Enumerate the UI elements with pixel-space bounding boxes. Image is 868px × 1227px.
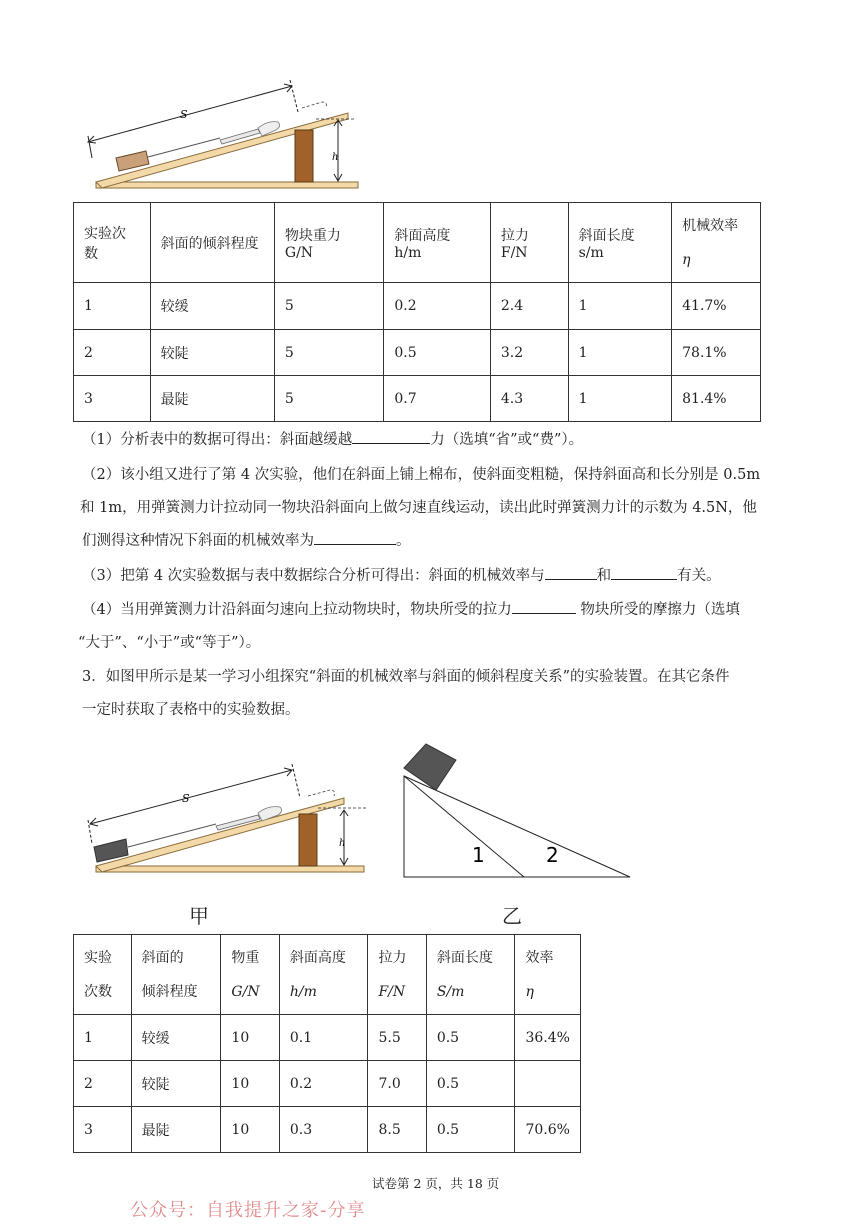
question-text: 力（选填“省”或“费”）。 (430, 432, 584, 448)
table-cell: 较缓 (131, 1015, 221, 1061)
question-4 (78, 594, 782, 660)
table-cell (515, 1061, 581, 1107)
table-cell: 10 (221, 1015, 279, 1061)
header-text: 斜面的 (141, 949, 184, 966)
table-cell: 5.5 (368, 1015, 426, 1061)
h-label: h (332, 152, 339, 163)
table-cell: 3.2 (490, 330, 568, 376)
table-cell: 5 (274, 283, 383, 330)
table-cell: 1 (74, 1015, 132, 1061)
table-cell: 3 (74, 376, 151, 422)
table-header-cell (131, 935, 221, 1015)
header-text: F/N (378, 983, 406, 1000)
question-text: 。 (396, 533, 411, 549)
table-header-cell (279, 935, 368, 1015)
table-cell: 1 (74, 283, 151, 330)
table-cell: 0.1 (279, 1015, 368, 1061)
table-header-row (74, 935, 581, 1015)
question-3 (82, 560, 782, 593)
table-cell: 78.1% (672, 330, 761, 376)
watermark-text: 公众号：自我提升之家-分享 (130, 1200, 366, 1221)
header-text: 次数 (84, 983, 112, 1000)
table-cell: 1 (568, 330, 672, 376)
question-text: “大于”、“小于”或“等于”）。 (78, 635, 261, 651)
table-cell: 10 (221, 1107, 279, 1153)
table-header-cell (74, 935, 132, 1015)
table-cell: 10 (221, 1061, 279, 1107)
table-row (74, 376, 761, 422)
incline-label-1: 1 (472, 843, 485, 867)
table-cell: 1 (568, 283, 672, 330)
table-row (74, 330, 761, 376)
header-text: S/m (436, 983, 465, 1000)
table-header-cell: 斜面的倾斜程度 (150, 203, 274, 283)
table-header-cell: 实验次数 (74, 203, 151, 283)
table-row (74, 1015, 581, 1061)
table-row (74, 1107, 581, 1153)
question-text: 有关。 (677, 568, 721, 584)
figure-caption-jia: 甲 (189, 904, 209, 928)
header-text: 物重 (231, 949, 260, 966)
question-text: （4）当用弹簧测力计沿斜面匀速向上拉动物块时，物块所受的拉力 (82, 602, 512, 618)
table-cell: 最陡 (131, 1107, 221, 1153)
table-cell: 7.0 (368, 1061, 426, 1107)
table-cell: 0.5 (426, 1015, 515, 1061)
table-cell: 3 (74, 1107, 132, 1153)
table-cell: 36.4% (515, 1015, 581, 1061)
figure-caption-yi: 乙 (502, 904, 522, 928)
table-cell: 较缓 (150, 283, 274, 330)
table-cell: 0.5 (426, 1107, 515, 1153)
table-header-cell: 斜面高度 h/m (384, 203, 491, 283)
header-text: η (525, 983, 534, 1000)
data-table-1 (73, 202, 761, 422)
table-cell: 较陡 (131, 1061, 221, 1107)
table-row (74, 1061, 581, 1107)
table-cell: 5 (274, 330, 383, 376)
header-text: 效率 (525, 949, 554, 966)
table-cell: 2.4 (490, 283, 568, 330)
triangle-figure (398, 738, 638, 883)
table-cell: 0.7 (384, 376, 491, 422)
incline-figure-1 (80, 78, 370, 193)
answer-blank[interactable] (512, 599, 576, 615)
table-header-cell (368, 935, 426, 1015)
header-text: 斜面长度 (436, 949, 493, 966)
header-text: 斜面高度 (289, 949, 346, 966)
header-text: 倾斜程度 (141, 983, 198, 1000)
table-header-cell: 拉力 F/N (490, 203, 568, 283)
data-table-2 (73, 934, 581, 1153)
header-text: 机械效率 (682, 217, 739, 234)
table-row (74, 283, 761, 330)
question-line (82, 525, 792, 558)
page-footer: 试卷第 2 页，共 18 页 (372, 1176, 500, 1191)
header-text: 拉力 (378, 949, 407, 966)
incline-figure-2 (86, 762, 370, 882)
header-text: G/N (231, 983, 260, 1000)
table-cell: 70.6% (515, 1107, 581, 1153)
table-header-row (74, 203, 761, 283)
table-header-cell (426, 935, 515, 1015)
answer-blank[interactable] (545, 565, 597, 581)
h-label: h (339, 838, 346, 849)
table-cell: 1 (568, 376, 672, 422)
question-text: 物块所受的摩擦力（选填 (575, 602, 740, 618)
table-cell: 4.3 (490, 376, 568, 422)
header-text: η (682, 251, 691, 268)
table-cell: 2 (74, 1061, 132, 1107)
table-cell: 0.2 (279, 1061, 368, 1107)
table-cell: 2 (74, 330, 151, 376)
table-header-cell (274, 203, 383, 283)
incline-label-2: 2 (546, 843, 559, 867)
question-text: 和 1m，用弹簧测力计拉动同一物块沿斜面向上做匀速直线运动，读出此时弹簧测力计的示数为 4.5N，他 (80, 500, 757, 516)
s-label: S (180, 108, 188, 121)
table-header-cell (672, 203, 761, 283)
problem-text: 3．如图甲所示是某一学习小组探究“斜面的机械效率与斜面的倾斜程度关系”的实验装置。在其它条件 (82, 669, 730, 685)
s-label: S (182, 792, 190, 805)
table-cell: 较陡 (150, 330, 274, 376)
table-cell: 5 (274, 376, 383, 422)
problem-text: 一定时获取了表格中的实验数据。 (82, 702, 300, 718)
table-cell: 0.2 (384, 283, 491, 330)
answer-blank[interactable] (352, 429, 430, 445)
question-text: 和 (596, 568, 612, 584)
table-cell: 0.5 (384, 330, 491, 376)
table-header-cell: 斜面长度 s/m (568, 203, 672, 283)
header-text: 实验 (84, 949, 112, 966)
question-text: （3）把第 4 次实验数据与表中数据综合分析可得出：斜面的机械效率与 (82, 568, 545, 584)
header-text: h/m (289, 983, 317, 1000)
question-text: （1）分析表中的数据可得出：斜面越缓越 (82, 432, 353, 448)
answer-blank[interactable] (611, 565, 677, 581)
question-2 (82, 459, 792, 558)
table-header-cell (515, 935, 581, 1015)
table-cell: 41.7% (672, 283, 761, 330)
table-cell: 8.5 (368, 1107, 426, 1153)
table-cell: 0.5 (426, 1061, 515, 1107)
question-1 (82, 424, 782, 457)
question-text: （2）该小组又进行了第 4 次实验，他们在斜面上铺上棉布，使斜面变粗糙，保持斜面高和长分别是 0.5m (82, 467, 761, 483)
table-cell: 最陡 (150, 376, 274, 422)
table-cell: 81.4% (672, 376, 761, 422)
question-text: 们测得这种情况下斜面的机械效率为 (82, 533, 314, 549)
table-header-cell (221, 935, 279, 1015)
problem-3 (82, 661, 792, 727)
answer-blank[interactable] (314, 530, 396, 546)
table-cell: 0.3 (279, 1107, 368, 1153)
header-text: 物块重力 G/N (284, 227, 341, 261)
